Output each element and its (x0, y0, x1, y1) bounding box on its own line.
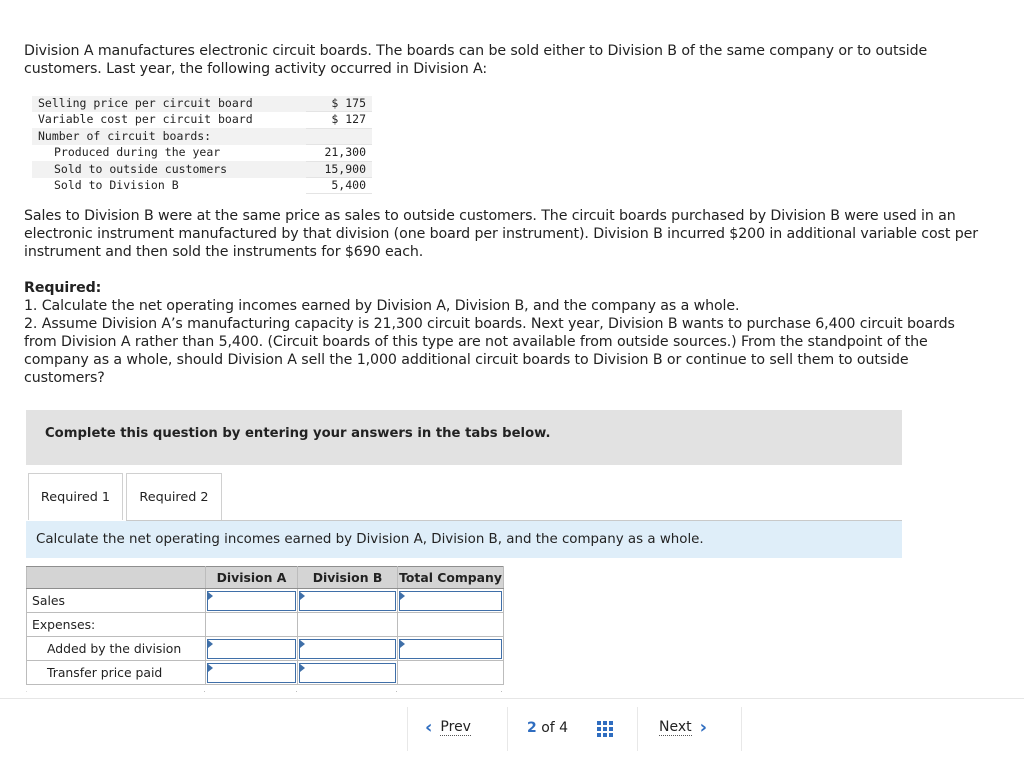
data-row-label: Produced during the year (54, 145, 221, 160)
prev-button[interactable] (425, 716, 471, 738)
data-row-value: $ 175 (306, 96, 372, 112)
data-row (32, 178, 372, 194)
data-row (32, 128, 372, 144)
chevron-left-icon: ‹ (425, 716, 433, 738)
row-label: Sales (27, 589, 206, 613)
data-row-value (306, 128, 372, 144)
required-item-1: 1. Calculate the net operating incomes earned by Division A, Division B, and the company as a whole. (24, 298, 740, 314)
data-row (32, 145, 372, 161)
answer-row-added-by-division (27, 637, 504, 661)
answer-row-transfer-price (27, 661, 504, 685)
column-header-total-company: Total Company (398, 567, 504, 589)
column-header-blank (27, 567, 206, 589)
nav-separator (637, 707, 638, 751)
data-row-label: Number of circuit boards: (32, 128, 306, 144)
sales-total-company-input[interactable] (399, 591, 502, 611)
data-row-value: 5,400 (306, 178, 372, 194)
nav-separator (507, 707, 508, 751)
row-label: Transfer price paid (27, 661, 206, 685)
added-total-company-input[interactable] (399, 639, 502, 659)
footer-divider (0, 698, 1024, 699)
added-division-b-input[interactable] (299, 639, 396, 659)
data-row-label: Selling price per circuit board (32, 96, 306, 112)
row-label: Added by the division (27, 637, 206, 661)
transfer-division-a-input[interactable] (207, 663, 296, 683)
answer-row-sales (27, 589, 504, 613)
data-table (32, 96, 372, 194)
data-row-value: 15,900 (306, 161, 372, 177)
problem-intro: Division A manufactures electronic circuit boards. The boards can be sold either to Division B of the same company or to outside customers. Last year, the following activity occurred in Division A: (24, 43, 928, 77)
row-label: Expenses: (27, 613, 206, 637)
prev-label: Prev (440, 719, 471, 735)
next-button[interactable] (659, 716, 708, 738)
page-current: 2 (527, 720, 537, 736)
sales-division-b-input[interactable] (299, 591, 396, 611)
footer-navigation (407, 707, 742, 751)
data-row-label: Sold to outside customers (32, 161, 306, 177)
column-header-division-a: Division A (206, 567, 298, 589)
chevron-right-icon: › (699, 716, 708, 738)
answer-header-row (27, 567, 504, 589)
data-row-value: 21,300 (306, 145, 372, 161)
data-row-label: Variable cost per circuit board (38, 112, 253, 127)
column-header-division-b: Division B (298, 567, 398, 589)
nav-separator (407, 707, 408, 751)
question-prompt: Calculate the net operating incomes earned by Division A, Division B, and the company as a whole. (26, 521, 902, 558)
required-item-2: 2. Assume Division A’s manufacturing capacity is 21,300 circuit boards. Next year, Division B wants to purchase 6,400 circuit boards from Division A rather than 5,400. (Circuit boards of this type are not available from outside sources.) From the standpoint of the company as a whole, should Division A sell the 1,000 additional circuit boards to Division B or continue to sell them to outside customers? (24, 316, 955, 386)
answer-table (26, 566, 504, 685)
added-division-a-input[interactable] (207, 639, 296, 659)
answer-table-cutoff (26, 684, 502, 692)
answer-row-expenses (27, 613, 504, 637)
data-row (32, 161, 372, 177)
instruction-banner: Complete this question by entering your answers in the tabs below. (26, 410, 902, 465)
nav-separator (741, 707, 742, 751)
transfer-division-b-input[interactable] (299, 663, 396, 683)
data-row-value: $ 127 (306, 112, 372, 128)
required-heading: Required: (24, 280, 102, 296)
data-row (32, 96, 372, 112)
problem-paragraph: Sales to Division B were at the same price as sales to outside customers. The circuit boards purchased by Division B were used in an electronic instrument manufactured by that division (one board per instrument). Division B incurred $200 in additional variable cost per instrument and then sold the instruments for $690 each. (24, 208, 978, 260)
next-label: Next (659, 719, 692, 735)
page-total: of 4 (541, 720, 569, 736)
data-row-label: Sold to Division B (54, 178, 179, 193)
sales-division-a-input[interactable] (207, 591, 296, 611)
grid-icon[interactable] (597, 721, 615, 739)
page-indicator (527, 720, 568, 736)
tab-required-1[interactable]: Required 1 (28, 473, 123, 520)
data-row (32, 112, 372, 128)
tab-required-2[interactable]: Required 2 (126, 473, 222, 520)
